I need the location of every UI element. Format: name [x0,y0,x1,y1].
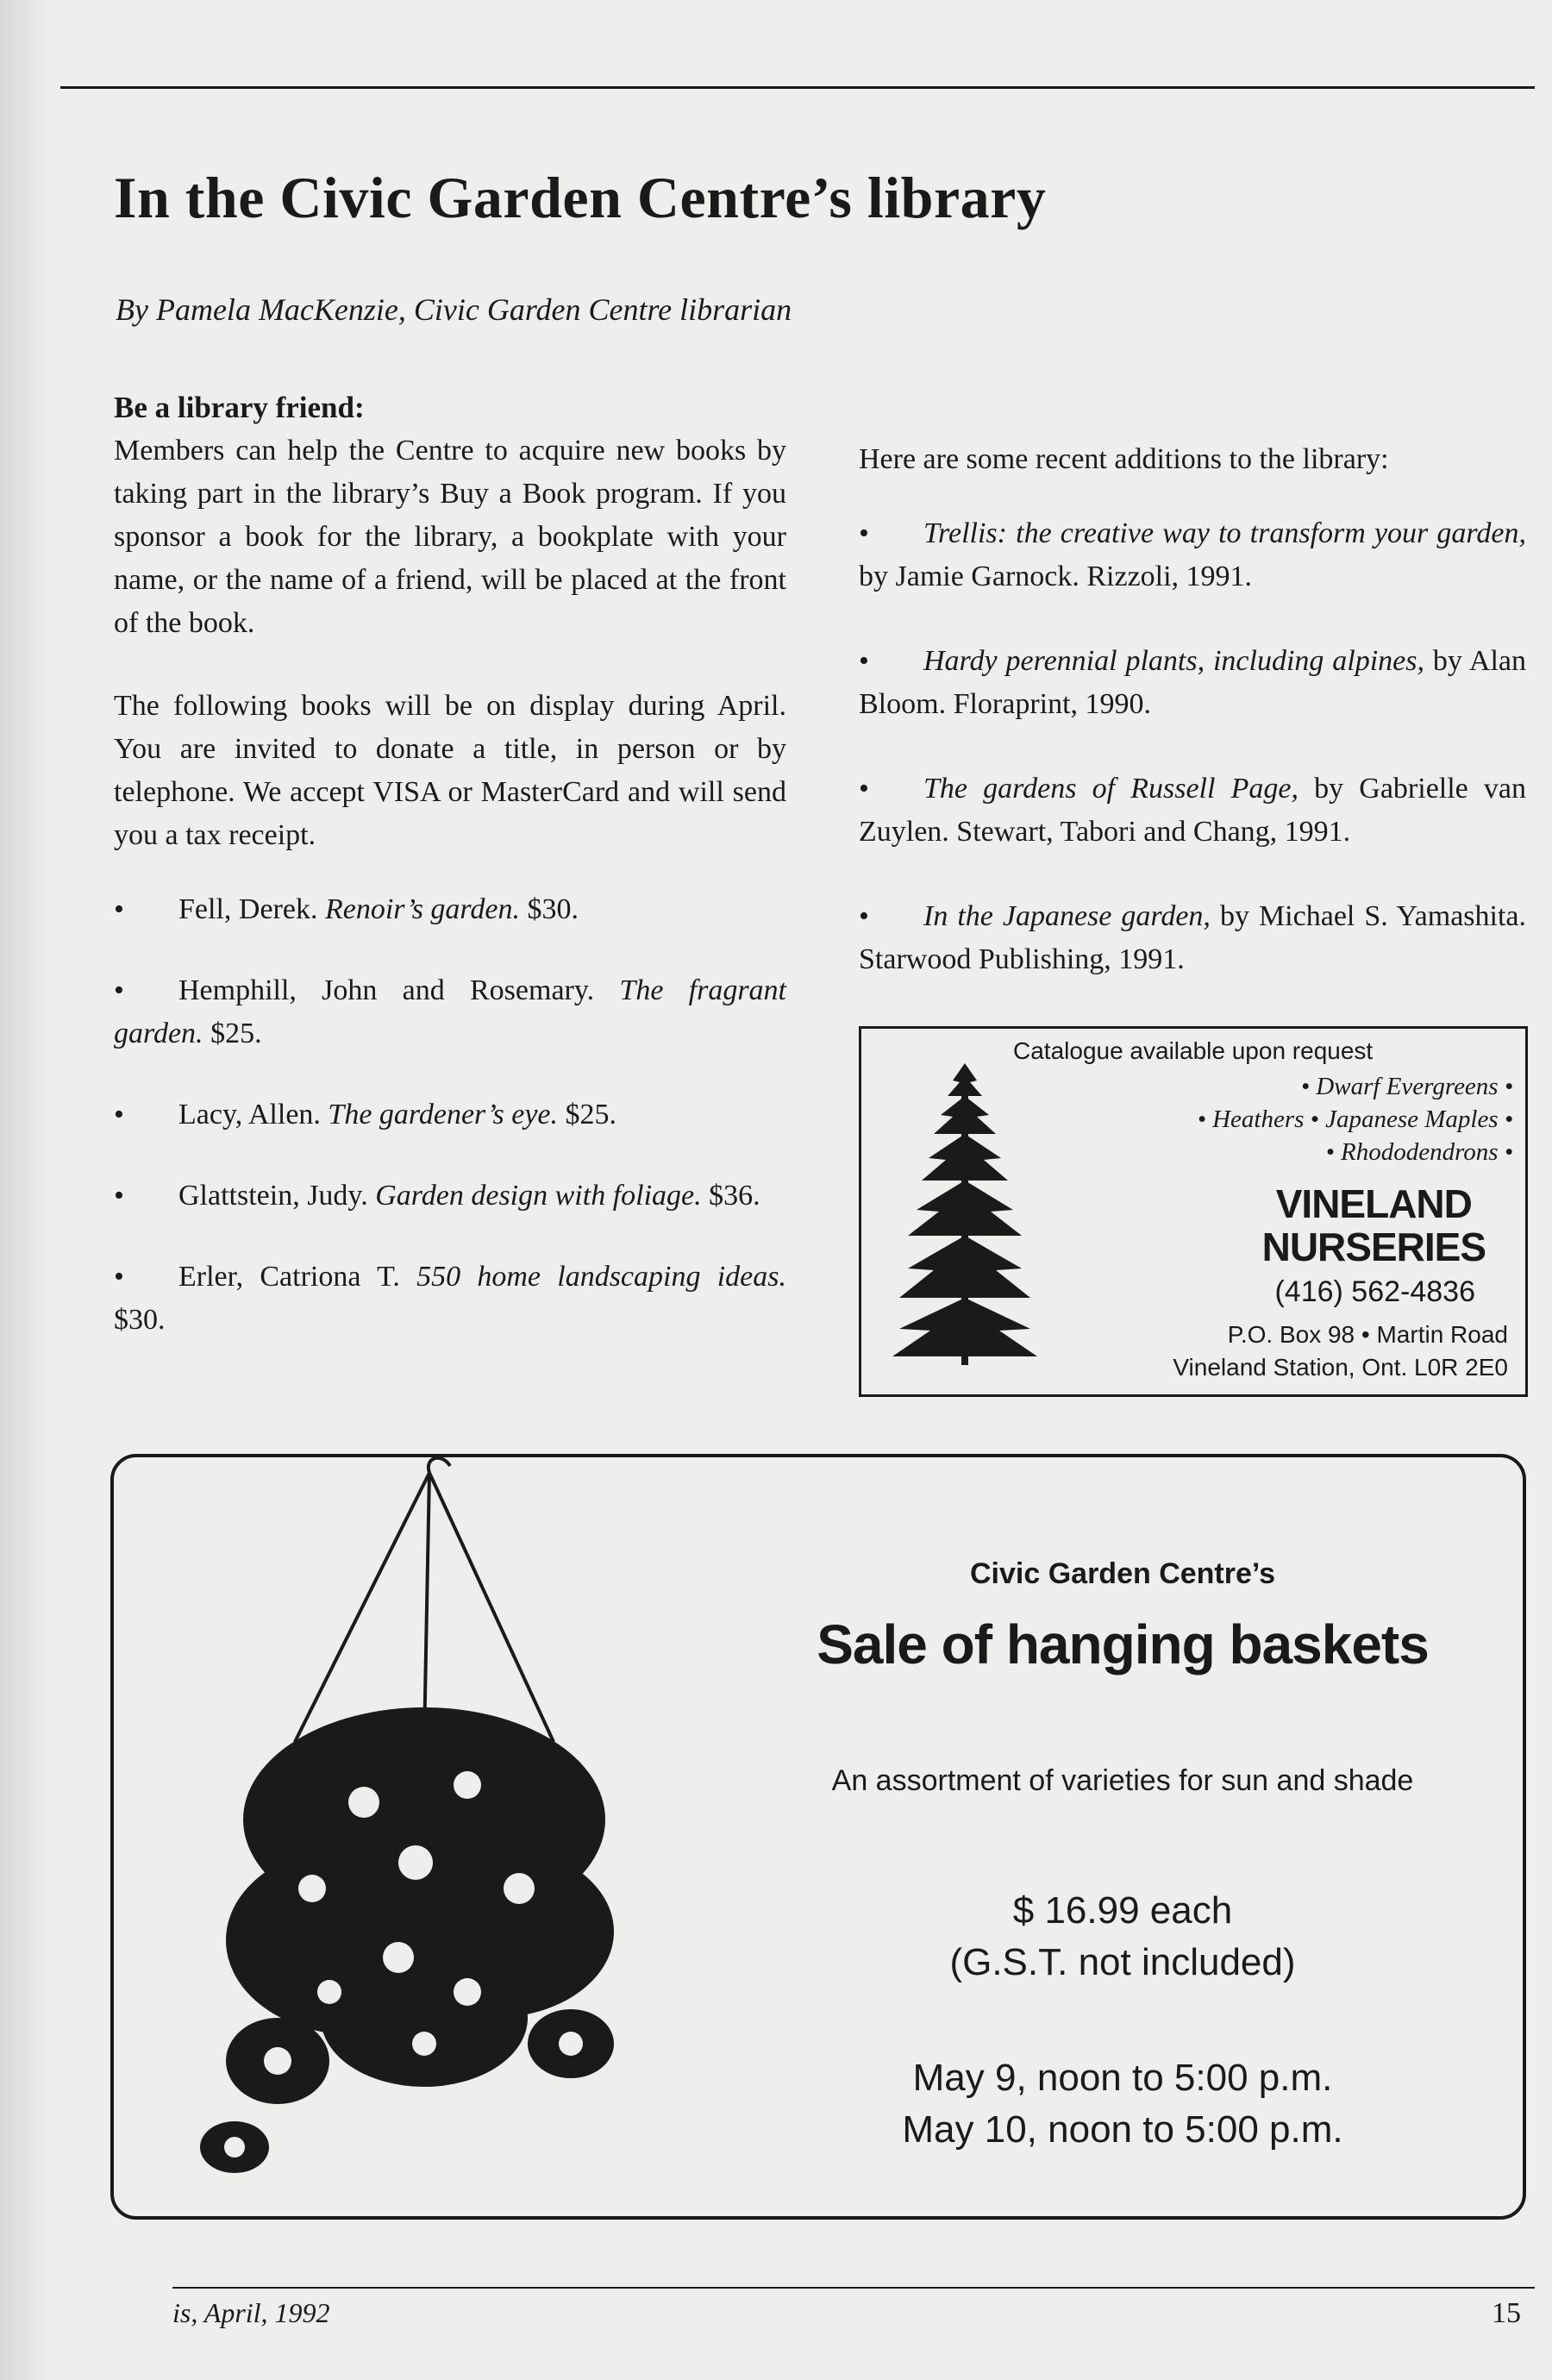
additions-intro: Here are some recent additions to the library: [859,443,1389,475]
section-heading: Be a library friend: [114,391,365,424]
addition-item: • Trellis: the creative way to transform your garden, by Jamie Garnock. Rizzoli, 1991. [859,517,1526,592]
ad-services-list: • Dwarf Evergreens • • Heathers • Japanese Maples • • Rhododendrons • [1197,1073,1513,1166]
page-number: 15 [1492,2297,1521,2329]
vineland-nurseries-ad [859,1026,1528,1397]
article-byline: By Pamela MacKenzie, Civic Garden Centre librarian [116,292,792,327]
ad-catalogue-note: Catalogue available upon request [1013,1037,1374,1064]
hanging-baskets-sale-ad [110,1454,1526,2220]
sale-subtitle: An assortment of varieties for sun and shade [831,1764,1414,1797]
paragraph-display: The following books will be on display during April. You are invited to donate a title, in person or by telephone. We accept VISA or MasterCard and will send you a tax receipt. [114,690,786,851]
book-list [114,888,786,1342]
evergreen-tree-illustration [887,1055,1042,1374]
paragraph-buy-a-book: Members can help the Centre to acquire new books by taking part in the library’s Buy a Book program. If you sponsor a book for the library, a bookplate with your name, or the name of a friend, will be placed at the front of the book. [114,435,786,639]
book-item: • Erler, Catriona T. 550 home landscaping ideas. $30. [114,1261,787,1336]
sale-dates: May 9, noon to 5:00 p.m. May 10, noon to 5:00 p.m. [902,2057,1343,2151]
sale-price: $ 16.99 each (G.S.T. not included) [949,1889,1296,1983]
book-item: • Lacy, Allen. The gardener’s eye. $25. [114,1099,616,1130]
addition-item: • Hardy perennial plants, including alpines, by Alan Bloom. Floraprint, 1990. [859,645,1526,720]
top-rule [60,86,1535,89]
article-title: In the Civic Garden Centre’s library [114,165,1047,230]
right-column [859,438,1526,1023]
book-item: • Hemphill, John and Rosemary. The fragrant garden. $25. [114,974,787,1049]
nursery-address: P.O. Box 98 • Martin Road Vineland Station, Ont. L0R 2E0 [1173,1321,1508,1381]
left-column [114,386,786,1380]
sale-title: Sale of hanging baskets [817,1613,1429,1675]
addition-item: • The gardens of Russell Page, by Gabrielle van Zuylen. Stewart, Tabori and Chang, 1991. [859,773,1527,848]
addition-item: • In the Japanese garden, by Michael S. Yamashita. Starwood Publishing, 1991. [859,900,1526,975]
book-item: • Glattstein, Judy. Garden design with foliage. $36. [114,1180,760,1212]
additions-list [859,512,1526,981]
nursery-phone: (416) 562-4836 [1274,1275,1475,1308]
sale-organization: Civic Garden Centre’s [970,1557,1275,1590]
book-item: • Fell, Derek. Renoir’s garden. $30. [114,893,579,925]
footer-issue: is, April, 1992 [172,2297,330,2328]
nursery-name: VINELAND NURSERIES [1261,1181,1486,1269]
bottom-rule [172,2287,1535,2289]
hanging-basket-illustration [140,1457,726,2216]
page-edge-shadow [0,0,52,2380]
